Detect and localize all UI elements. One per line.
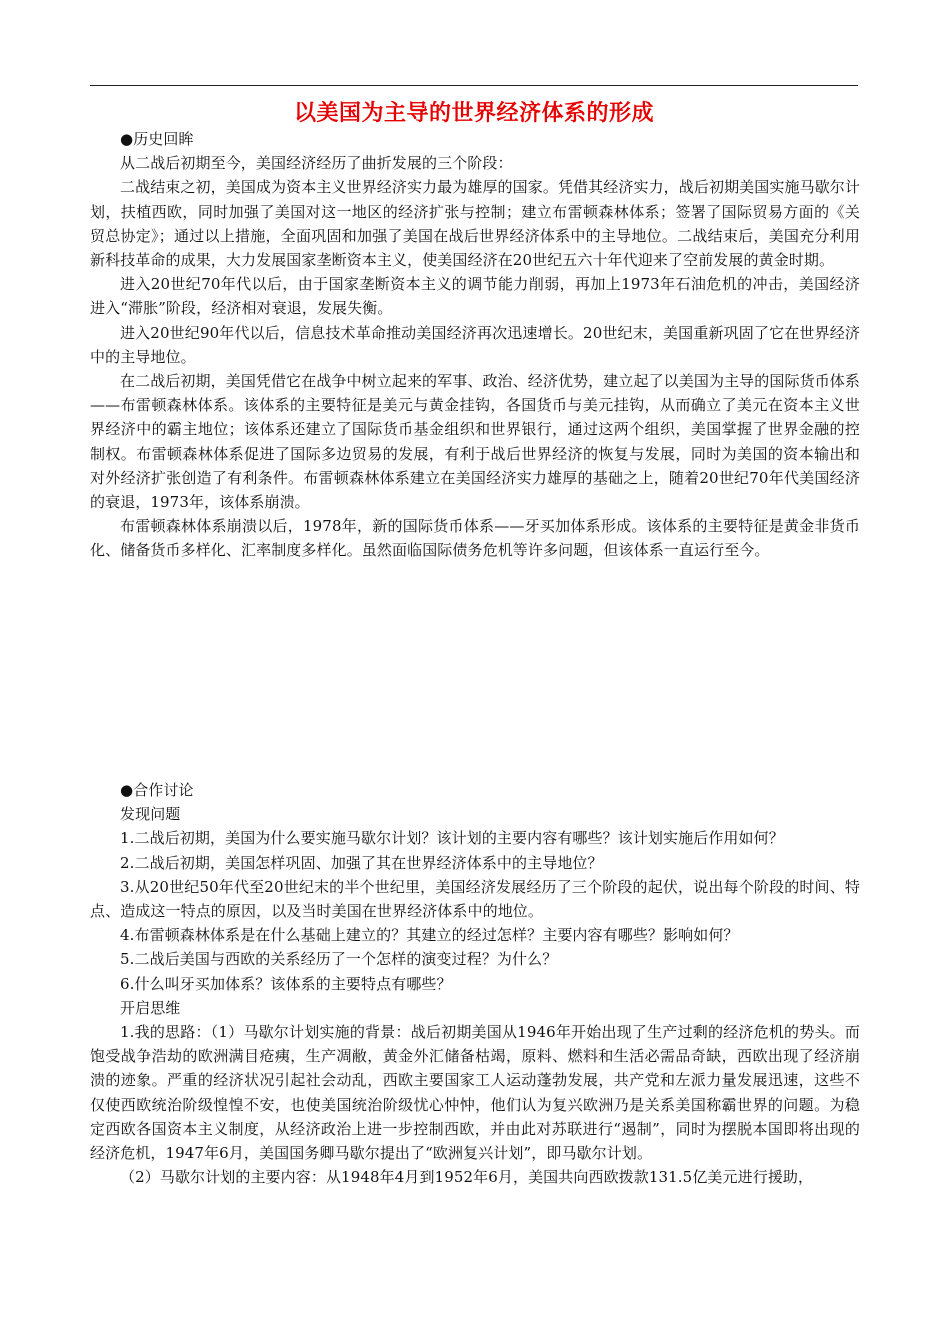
section-cooperative-discussion	[90, 778, 860, 1189]
subheading-find-questions: 发现问题	[120, 805, 181, 824]
question-item: 4.布雷顿森林体系是在什么基础上建立的？其建立的经过怎样？主要内容有哪些？影响如何？	[120, 926, 739, 945]
paragraph: 二战结束之初，美国成为资本主义世界经济实力最为雄厚的国家。凭借其经济实力，战后初期美国实施马歇尔计划，扶植西欧，同时加强了美国对这一地区的经济扩张与控制；建立布雷顿森林体系；签署了国际贸易方面的《关贸总协定》；通过以上措施，全面巩固和加强了美国在战后世界经济体系中的主导地位。二战结束后，美国充分利用新科技革命的成果，大力发展国家垄断资本主义，使美国经济在20世纪五六十年代迎来了空前发展的黄金时期。	[90, 178, 860, 270]
section-heading-discussion: ●合作讨论	[120, 781, 194, 799]
paragraph: 进入20世纪70年代以后，由于国家垄断资本主义的调节能力削弱，再加上1973年石油危机的冲击，美国经济进入“滞胀”阶段，经济相对衰退，发展失衡。	[90, 275, 860, 318]
question-item: 5.二战后美国与西欧的关系经历了一个怎样的演变过程？为什么？	[120, 950, 558, 969]
question-item: 2.二战后初期，美国怎样巩固、加强了其在世界经济体系中的主导地位？	[120, 853, 603, 872]
paragraph: 从二战后初期至今，美国经济经历了曲折发展的三个阶段：	[120, 154, 513, 173]
paragraph: 在二战后初期，美国凭借它在战争中树立起来的军事、政治、经济优势，建立起了以美国为主导的国际货币体系——布雷顿森林体系。该体系的主要特征是美元与黄金挂钩，各国货币与美元挂钩，从而确立了美元在资本主义世界经济中的霸主地位；该体系还建立了国际货币基金组织和世界银行，通过这两个组织，美国掌握了世界金融的控制权。布雷顿森林体系促进了国际多边贸易的发展，有利于战后世界经济的恢复与发展，同时为美国的资本输出和对外经济扩张创造了有利条件。布雷顿森林体系建立在美国经济实力雄厚的基础之上，随着20世纪70年代美国经济的衰退，1973年，该体系崩溃。	[90, 372, 860, 512]
question-item: 1.二战后初期，美国为什么要实施马歇尔计划？该计划的主要内容有哪些？该计划实施后作用如何？	[120, 829, 784, 848]
header-rule	[90, 85, 858, 86]
paragraph: 布雷顿森林体系崩溃以后，1978年，新的国际货币体系——牙买加体系形成。该体系的主要特征是黄金非货币化、储备货币多样化、汇率制度多样化。虽然面临国际债务危机等许多问题，但该体系一直运行至今。	[90, 517, 860, 560]
page-title: 以美国为主导的世界经济体系的形成	[293, 101, 654, 126]
answer-paragraph: （2）马歇尔计划的主要内容：从1948年4月到1952年6月，美国共向西欧拨款131.5亿美元进行援助，	[120, 1168, 814, 1187]
section-history-review	[90, 127, 860, 563]
subheading-open-thinking: 开启思维	[120, 998, 181, 1017]
answer-paragraph: 1.我的思路：（1）马歇尔计划实施的背景：战后初期美国从1946年开始出现了生产过剩的经济危机的势头。而饱受战争浩劫的欧洲满目疮痍，生产凋敝，黄金外汇储备枯竭，原料、燃料和生活必需品奇缺，西欧出现了经济崩溃的迹象。严重的经济状况引起社会动乱，西欧主要国家工人运动蓬勃发展，共产党和左派力量发展迅速，这些不仅使西欧统治阶级惶惶不安，也使美国统治阶级忧心忡忡，他们认为复兴欧洲乃是关系美国称霸世界的问题。为稳定西欧各国资本主义制度，从经济政治上进一步控制西欧，并由此对苏联进行“遏制”，同时为摆脱本国即将出现的经济危机，1947年6月，美国国务卿马歇尔提出了“欧洲复兴计划”，即马歇尔计划。	[90, 1023, 860, 1163]
question-item: 6.什么叫牙买加体系？该体系的主要特点有哪些？	[120, 974, 452, 993]
paragraph: 进入20世纪90年代以后，信息技术革命推动美国经济再次迅速增长。20世纪末，美国重新巩固了它在世界经济中的主导地位。	[90, 323, 860, 366]
section-heading-history: ●历史回眸	[120, 130, 194, 148]
question-item: 3.从20世纪50年代至20世纪末的半个世纪里，美国经济发展经历了三个阶段的起伏，说出每个阶段的时间、特点、造成这一特点的原因，以及当时美国在世界经济体系中的地位。	[90, 877, 860, 921]
